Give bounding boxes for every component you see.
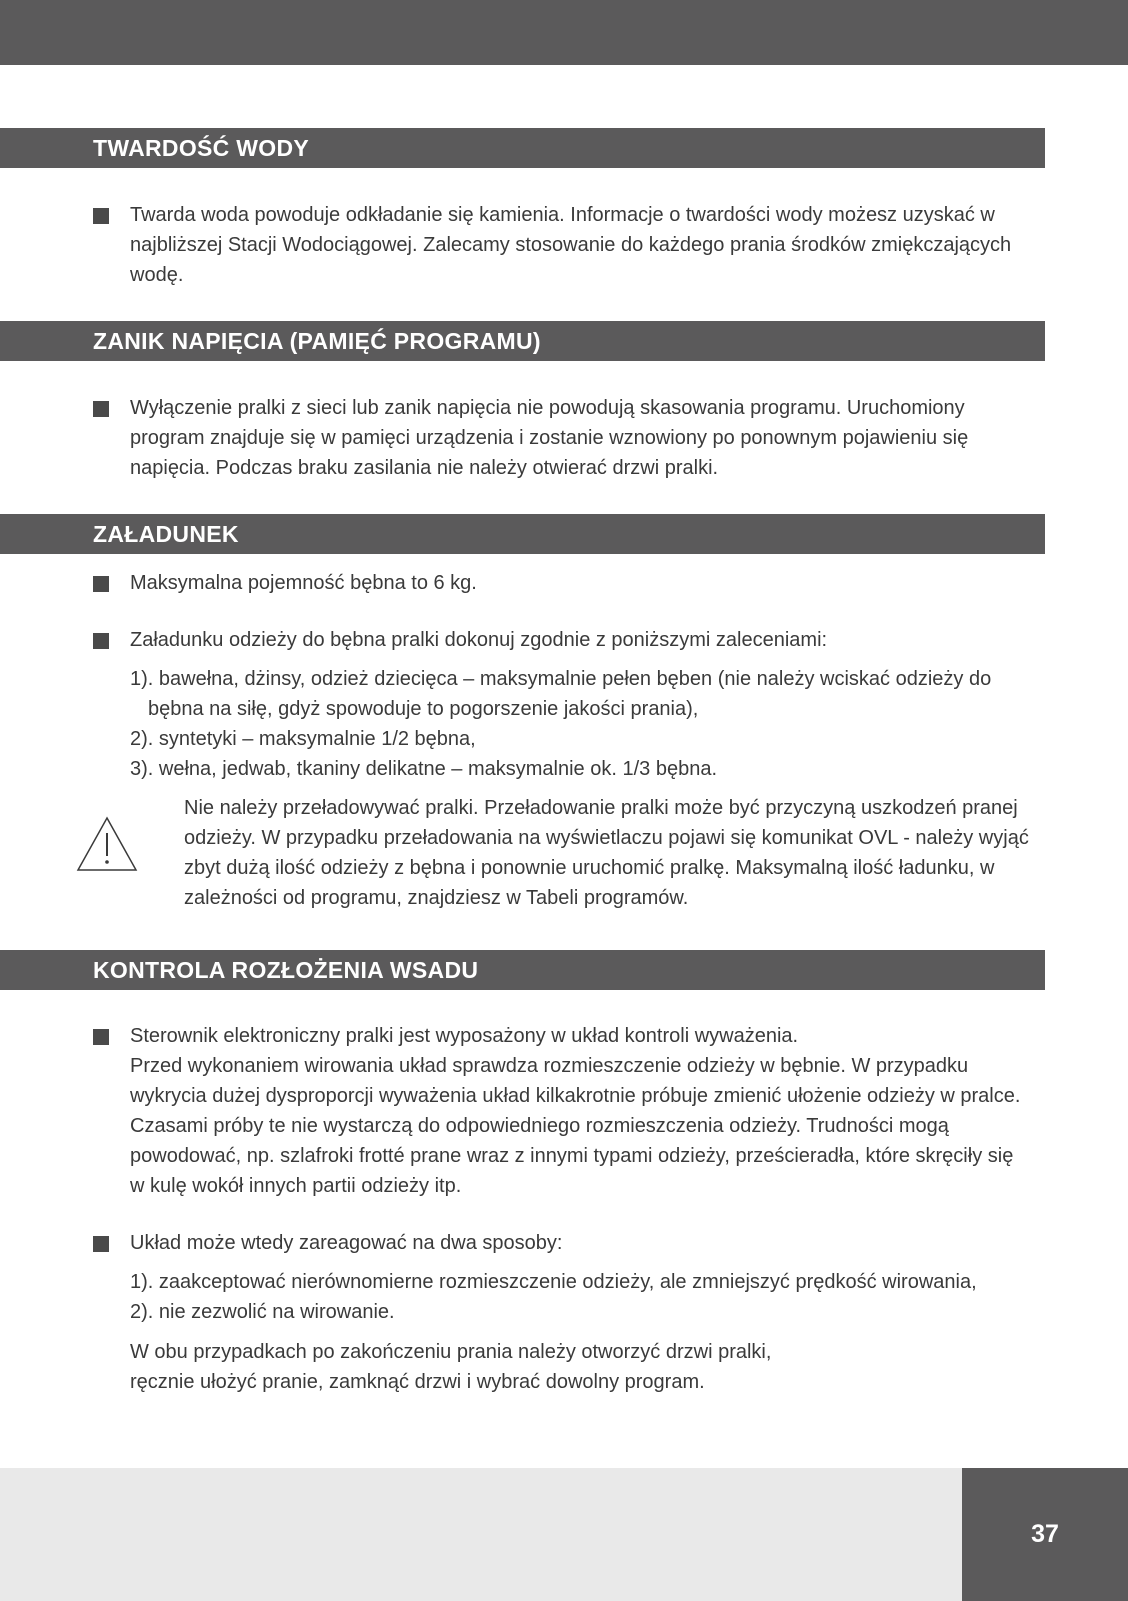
footer-band	[0, 1468, 962, 1601]
bullet-square	[93, 1029, 109, 1045]
overload-warning-text: Nie należy przeładowywać pralki. Przeładowanie pralki może być przyczyną uszkodzeń pranej odzieży. W przypadku przeładowania na wyświetlaczu pojawi się komunikat OVL - należy wyjąć zbyt dużą ilość odzieży z bębna i ponownie uruchomić pralkę. Maksymalną ilość ładunku, w zależności od programu, znajdziesz w Tabeli programów.	[184, 797, 1029, 909]
loading-list-item: 3). wełna, jedwab, tkaniny delikatne – maksymalnie ok. 1/3 bębna.	[130, 758, 718, 780]
section-heading-loading: ZAŁADUNEK	[0, 514, 1045, 554]
balance-list-item: 1). zaakceptować nierównomierne rozmieszczenie odzieży, ale zmniejszyć prędkość wirowania,	[130, 1271, 977, 1293]
loading-instructions-text: Załadunku odzieży do bębna pralki dokonuj zgodnie z poniższymi zaleceniami:	[130, 629, 828, 651]
section-heading-load-balance: KONTROLA ROZŁOŻENIA WSADU	[0, 950, 1045, 990]
top-banner	[0, 0, 1128, 65]
balance-paragraph: Przed wykonaniem wirowania układ sprawdza rozmieszczenie odzieży w bębnie. W przypadku wykrycia dużej dysproporcji wyważenia układ kilkakrotnie próbuje zmienić ułożenie odzieży w pralce. Czasami próby te nie wystarczą do odpowiedniego rozmieszczenia odzieży. Trudności mogą powodować, np. szlafroki frotté prane wraz z innymi typami odzieży, prześcieradła, które skręciły się w kulę wokół innych partii odzieży itp.	[130, 1055, 1021, 1197]
bullet-square	[93, 576, 109, 592]
balance-list-item: 2). nie zezwolić na wirowanie.	[130, 1301, 395, 1323]
loading-list-item: 1). bawełna, dżinsy, odzież dziecięca – maksymalnie pełen bęben (nie należy wciskać odzieży do bębna na siłę, gdyż spowoduje to pogorszenie jakości prania),	[130, 668, 992, 720]
balance-closing-line: ręcznie ułożyć pranie, zamknąć drzwi i wybrać dowolny program.	[130, 1371, 705, 1393]
bullet-square	[93, 401, 109, 417]
bullet-square	[93, 633, 109, 649]
power-loss-paragraph: Wyłączenie pralki z sieci lub zanik napięcia nie powodują skasowania programu. Uruchomiony program znajduje się w pamięci urządzenia i zostanie wznowiony po ponownym pojawieniu się napięcia. Podczas braku zasilania nie należy otwierać drzwi pralki.	[130, 397, 969, 479]
section-heading-power-loss: ZANIK NAPIĘCIA (PAMIĘĆ PROGRAMU)	[0, 321, 1045, 361]
bullet-square	[93, 208, 109, 224]
loading-capacity-text: Maksymalna pojemność bębna to 6 kg.	[130, 572, 477, 594]
bullet-square	[93, 1236, 109, 1252]
warning-triangle-icon	[76, 816, 138, 872]
balance-paragraph-first-line: Sterownik elektroniczny pralki jest wyposażony w układ kontroli wyważenia.	[130, 1025, 799, 1047]
page-number: 37	[962, 1468, 1128, 1601]
balance-reactions-intro: Układ może wtedy zareagować na dwa sposoby:	[130, 1232, 563, 1254]
section-heading-water-hardness: TWARDOŚĆ WODY	[0, 128, 1045, 168]
balance-closing-line: W obu przypadkach po zakończeniu prania należy otworzyć drzwi pralki,	[130, 1341, 772, 1363]
loading-list-item: 2). syntetyki – maksymalnie 1/2 bębna,	[130, 728, 476, 750]
water-hardness-paragraph: Twarda woda powoduje odkładanie się kamienia. Informacje o twardości wody możesz uzyskać w najbliższej Stacji Wodociągowej. Zalecamy stosowanie do każdego prania środków zmiękczających wodę.	[130, 204, 1012, 286]
